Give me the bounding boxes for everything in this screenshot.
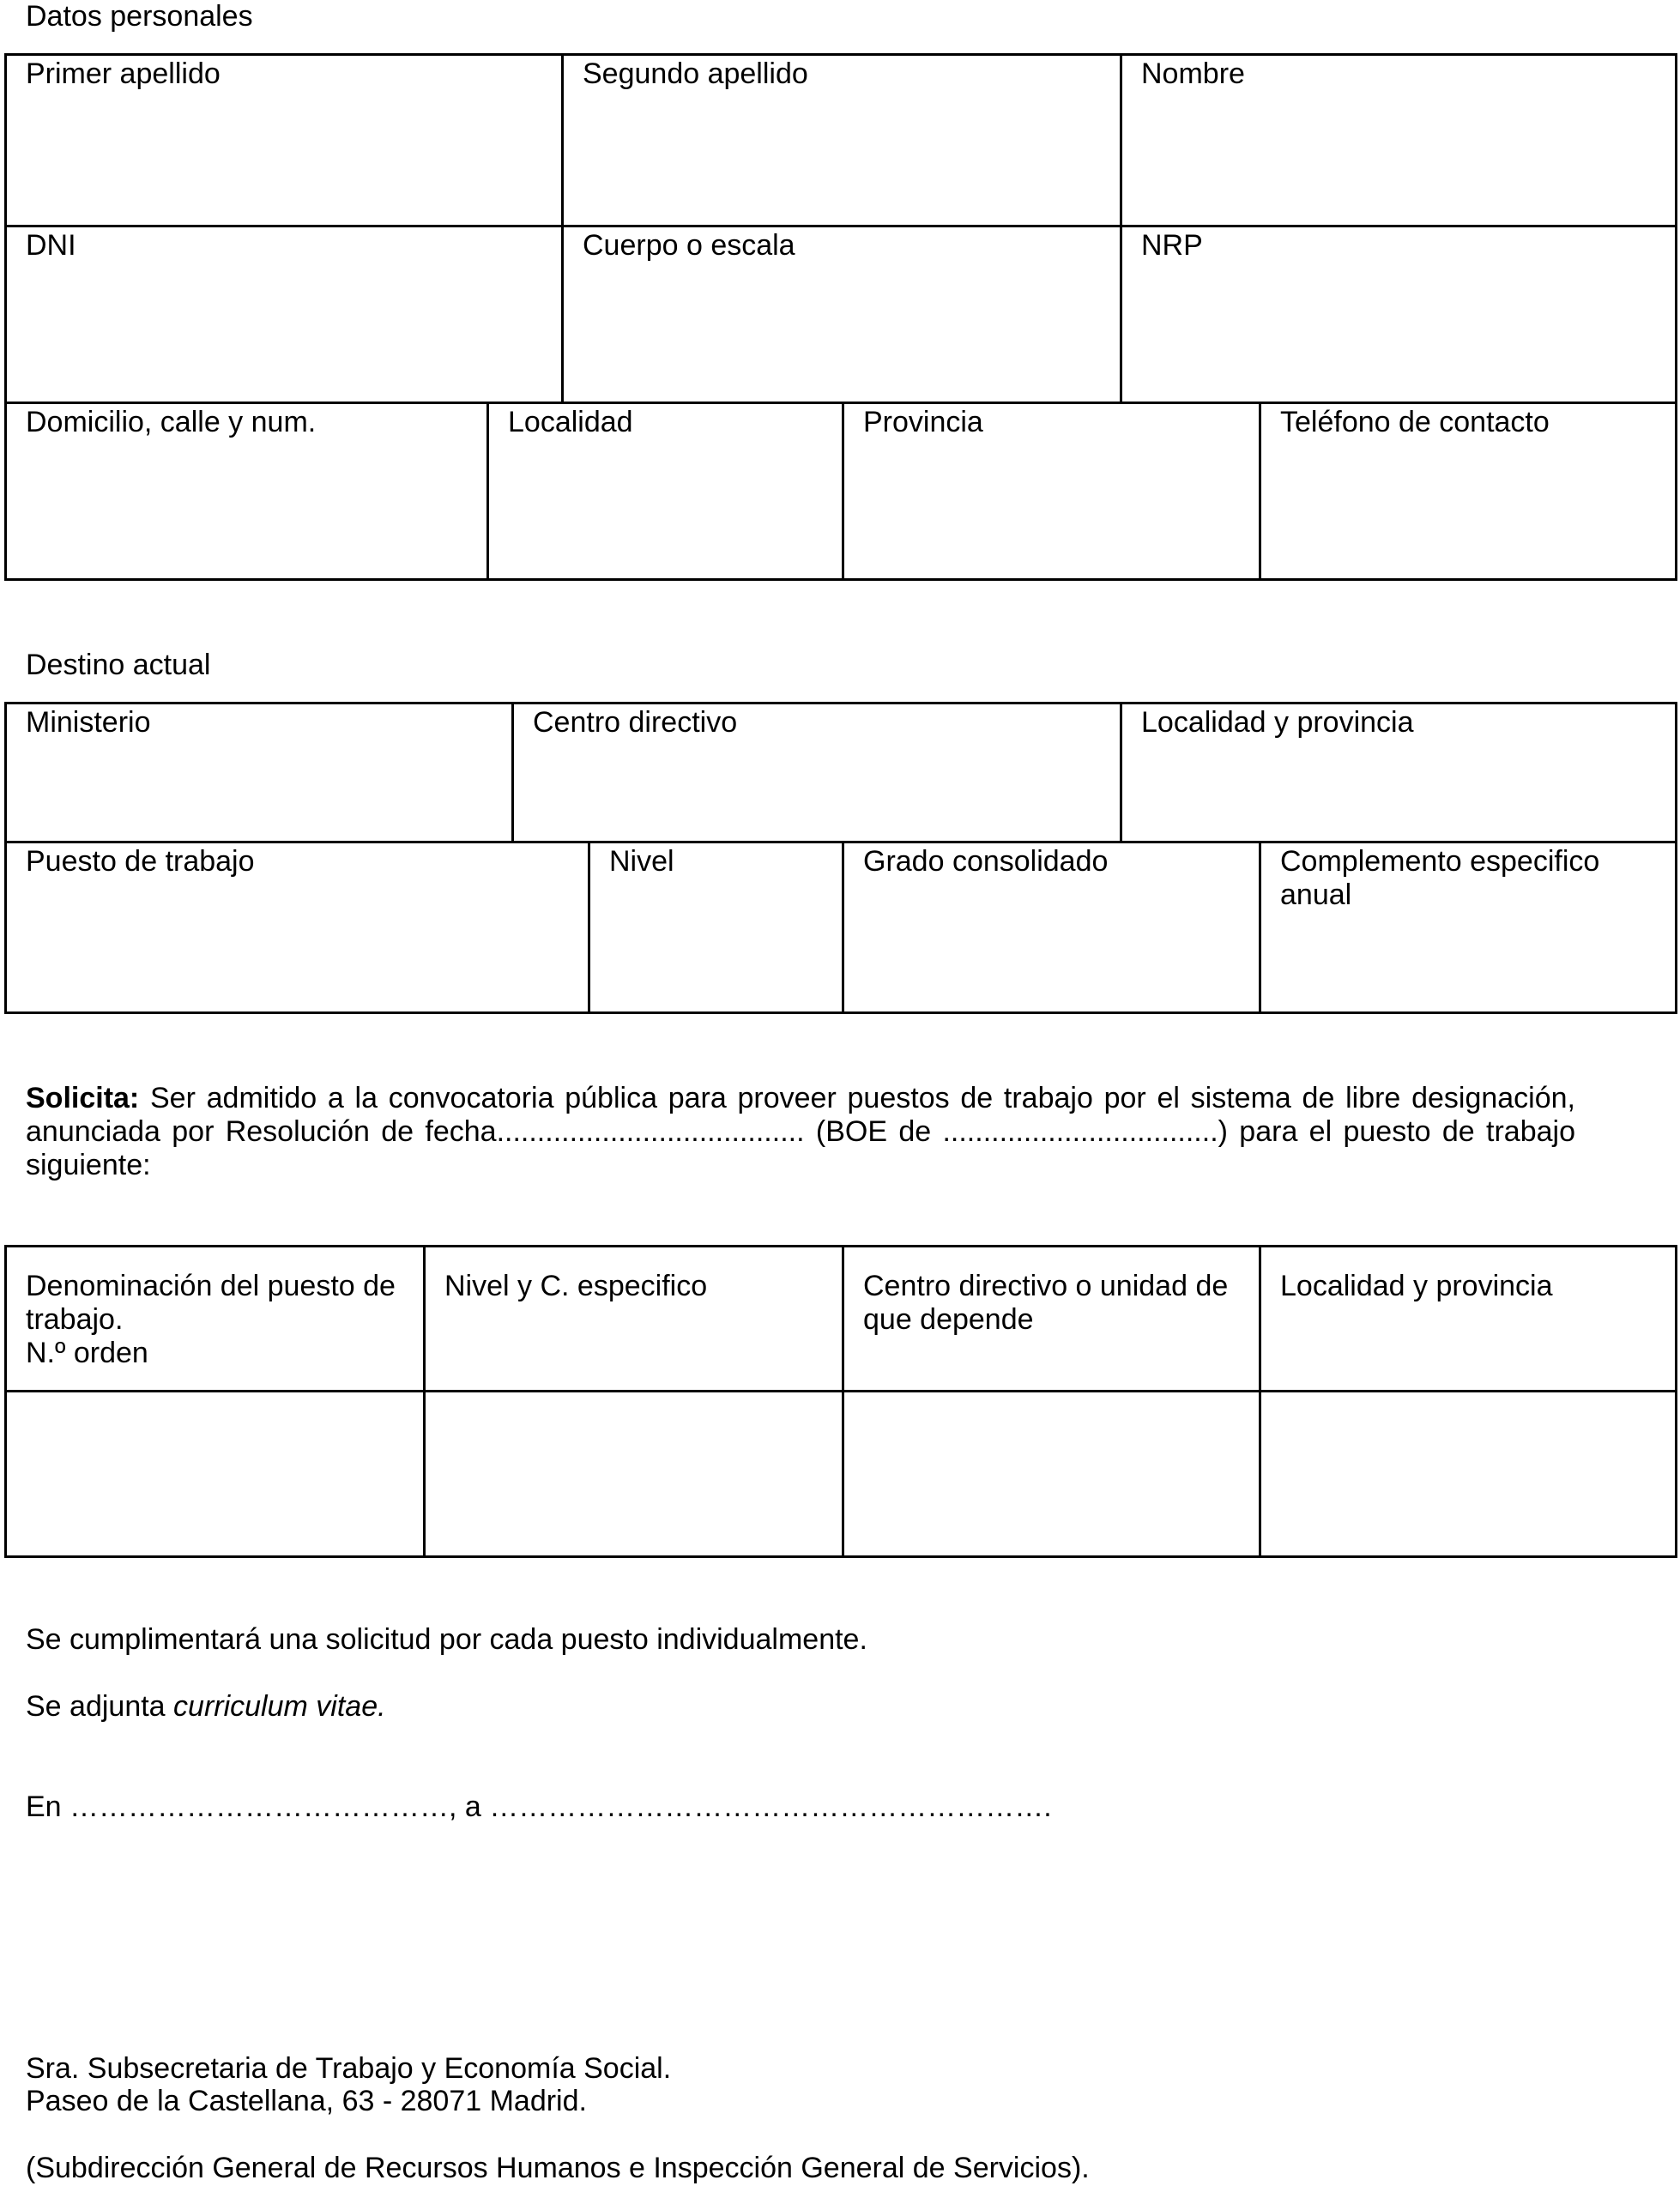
name-label: Nombre [1141,57,1245,90]
job-post-label: Puesto de trabajo [26,845,255,878]
phone-label: Teléfono de contacto [1280,406,1550,438]
place-date-line: En …………………………………, a …………………………………………………. [26,1790,1052,1823]
first-surname-field[interactable] [4,53,564,227]
nrp-label: NRP [1141,229,1203,262]
order-number-label: N.º orden [26,1337,148,1369]
cv-prefix: Se adjunta [26,1690,174,1723]
level-specific-header [423,1245,844,1392]
level-specific-label: Nivel y C. especifico [444,1270,708,1302]
corps-field[interactable] [561,225,1122,404]
directorate-field[interactable] [511,702,1122,843]
cv-note [26,1690,386,1724]
current-locality-label: Localidad y provincia [1141,706,1414,739]
directorate-unit-header [842,1245,1261,1392]
post-name-input[interactable] [4,1390,426,1558]
post-locality-input[interactable] [1259,1390,1677,1558]
personal-data-heading: Datos personales [26,0,253,33]
phone-field[interactable] [1259,402,1677,581]
ministry-label: Ministerio [26,706,151,739]
post-name-label: Denominación del puesto de trabajo. [26,1270,396,1336]
one-request-per-post-note: Se cumplimentará una solicitud por cada puesto individualmente. [26,1623,867,1656]
cv-italic: curriculum vitae. [173,1690,386,1723]
directorate-label: Centro directivo [533,706,738,739]
addressee-line-2: Paseo de la Castellana, 63 - 28071 Madrid. [26,2085,587,2117]
request-label: Solicita: [26,1082,140,1114]
ministry-field[interactable] [4,702,514,843]
dni-label: DNI [26,229,76,262]
level-specific-input[interactable] [423,1390,844,1558]
addressee-line-3: (Subdirección General de Recursos Humanos e Inspección General de Servicios). [26,2152,1090,2184]
annual-complement-label: Complemento especifico anual [1280,845,1600,911]
province-label: Provincia [863,406,983,438]
name-field[interactable] [1120,53,1677,227]
locality-field[interactable] [486,402,844,581]
consolidated-grade-field[interactable] [842,841,1261,1014]
post-locality-label: Localidad y provincia [1280,1270,1553,1302]
level-label: Nivel [609,845,674,878]
directorate-unit-input[interactable] [842,1390,1261,1558]
directorate-unit-label: Centro directivo o unidad de que depende [863,1270,1229,1336]
second-surname-label: Segundo apellido [583,57,808,90]
address-label: Domicilio, calle y num. [26,406,317,438]
current-post-heading: Destino actual [26,649,211,681]
request-text: Ser admitido a la convocatoria pública para proveer puestos de trabajo por el sistema de libre designación, anunciada por Resolución de fecha...................................... (BOE de ..................................) para el puesto de trabajo siguiente: [26,1082,1575,1181]
locality-label: Localidad [508,406,633,438]
corps-label: Cuerpo o escala [583,229,795,262]
job-post-field[interactable] [4,841,590,1014]
current-locality-field[interactable] [1120,702,1677,843]
address-field[interactable] [4,402,489,581]
nrp-field[interactable] [1120,225,1677,404]
province-field[interactable] [842,402,1261,581]
dni-field[interactable] [4,225,564,404]
addressee-line-1: Sra. Subsecretaria de Trabajo y Economía Social. [26,2052,672,2085]
first-surname-label: Primer apellido [26,57,221,90]
second-surname-field[interactable] [561,53,1122,227]
request-paragraph [26,1082,1575,1182]
post-name-header [4,1245,426,1392]
annual-complement-field[interactable] [1259,841,1677,1014]
consolidated-grade-label: Grado consolidado [863,845,1109,878]
post-locality-header [1259,1245,1677,1392]
level-field[interactable] [588,841,844,1014]
